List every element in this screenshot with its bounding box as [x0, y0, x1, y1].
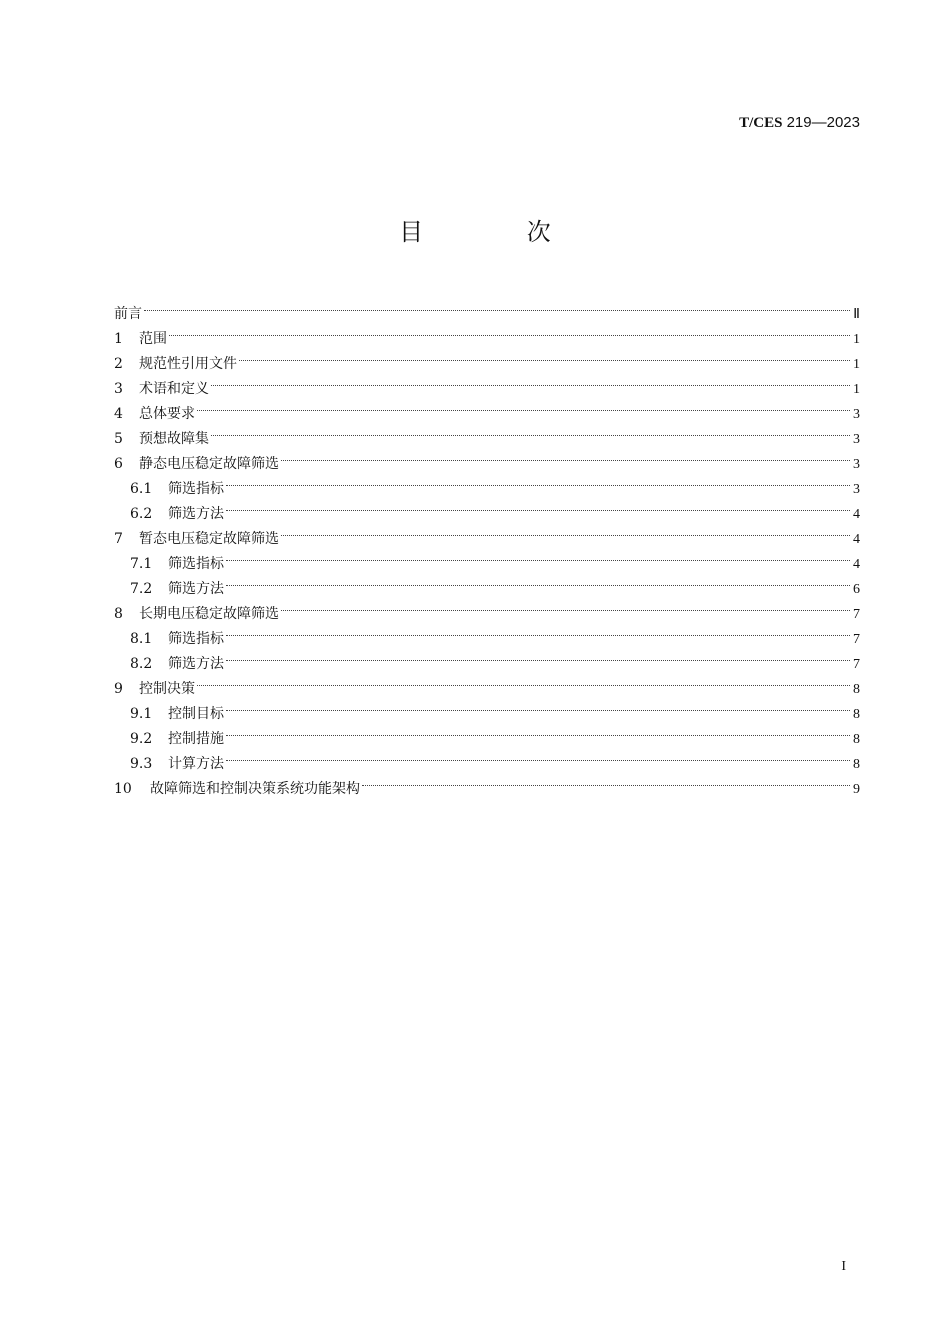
toc-entry-title: 总体要求: [139, 406, 195, 422]
toc-leader-dots: [226, 543, 850, 568]
toc-entry-number: 1: [114, 331, 123, 347]
toc-entry[interactable]: [114, 368, 860, 397]
toc-entry[interactable]: [114, 718, 860, 747]
toc-entry-page: Ⅱ: [853, 307, 860, 322]
toc-entry-page: 6: [853, 582, 860, 597]
toc-entry-number: 9.2: [130, 731, 153, 747]
toc-leader-dots: [197, 393, 850, 418]
toc-leader-dots: [281, 443, 850, 468]
toc-entry[interactable]: [114, 693, 860, 722]
toc-entry-page: 8: [853, 682, 860, 697]
toc-title: 目 次: [399, 218, 599, 246]
toc-entry-title: 故障筛选和控制决策系统功能架构: [150, 781, 360, 797]
toc-leader-dots: [226, 468, 850, 493]
toc-leader-dots: [226, 693, 850, 718]
toc-entry-page: 4: [853, 557, 860, 572]
toc-entry-page: 9: [853, 782, 860, 797]
toc-leader-dots: [197, 668, 850, 693]
toc-entry-title: 暂态电压稳定故障筛选: [139, 531, 279, 547]
toc-entry-page: 1: [853, 357, 860, 372]
toc-entry[interactable]: [114, 618, 860, 647]
toc-entry-number: 6: [114, 456, 123, 472]
toc-entry-title: 长期电压稳定故障筛选: [139, 606, 279, 622]
toc-leader-dots: [281, 518, 850, 543]
toc-entry-page: 3: [853, 482, 860, 497]
toc-entry-page: 4: [853, 507, 860, 522]
toc-leader-dots: [226, 568, 850, 593]
toc-entry[interactable]: [114, 443, 860, 472]
toc-leader-dots: [226, 618, 850, 643]
toc-entry[interactable]: [114, 743, 860, 772]
toc-leader-dots: [281, 593, 850, 618]
toc-entry-number: 8: [114, 606, 123, 622]
toc-entry-title: 筛选指标: [168, 481, 224, 497]
toc-entry-title: 控制决策: [139, 681, 195, 697]
toc-leader-dots: [226, 718, 850, 743]
toc-entry-page: 1: [853, 332, 860, 347]
page-number: I: [841, 1259, 846, 1274]
toc-entry-page: 7: [853, 657, 860, 672]
toc-entry[interactable]: [114, 468, 860, 497]
toc-entry-number: 5: [114, 431, 123, 447]
toc-entry[interactable]: [114, 768, 860, 797]
toc-entry-number: 9.3: [130, 756, 153, 772]
toc-entry-number: 9.1: [130, 706, 153, 722]
document-code-prefix: T/CES: [739, 115, 783, 131]
toc-entry-number: 10: [114, 781, 132, 797]
toc-leader-dots: [226, 743, 850, 768]
toc-entry-number: 6.1: [130, 481, 153, 497]
toc-entry[interactable]: [114, 293, 860, 322]
document-code: [739, 114, 860, 132]
toc-entry-page: 1: [853, 382, 860, 397]
toc-entry-number: 2: [114, 356, 123, 372]
toc-entry-number: 3: [114, 381, 123, 397]
toc-entry-page: 3: [853, 407, 860, 422]
toc-entry-title: 前言: [114, 306, 142, 322]
toc-entry[interactable]: [114, 418, 860, 447]
toc-entry[interactable]: [114, 668, 860, 697]
toc-entry[interactable]: [114, 393, 860, 422]
toc-entry-page: 8: [853, 757, 860, 772]
toc-entry-title: 控制措施: [168, 731, 224, 747]
toc-entry[interactable]: [114, 318, 860, 347]
toc-entry[interactable]: [114, 568, 860, 597]
toc-entry-title: 筛选指标: [168, 556, 224, 572]
toc-leader-dots: [211, 368, 850, 393]
toc-entry-number: 7: [114, 531, 123, 547]
toc-entry-title: 控制目标: [168, 706, 224, 722]
toc-entry[interactable]: [114, 543, 860, 572]
toc-leader-dots: [144, 293, 850, 318]
toc-entry-page: 7: [853, 632, 860, 647]
toc-entry[interactable]: [114, 593, 860, 622]
toc-entry-page: 8: [853, 732, 860, 747]
toc-entry-title: 筛选方法: [168, 581, 224, 597]
toc-leader-dots: [226, 643, 850, 668]
toc-entry[interactable]: [114, 518, 860, 547]
toc-entry-page: 3: [853, 457, 860, 472]
toc-entry[interactable]: [114, 493, 860, 522]
toc-entry-number: 8.2: [130, 656, 153, 672]
toc-entry-title: 规范性引用文件: [139, 356, 237, 372]
toc-leader-dots: [362, 768, 850, 793]
toc-entry-title: 预想故障集: [139, 431, 209, 447]
toc-entry-number: 7.1: [130, 556, 153, 572]
toc-entry-title: 静态电压稳定故障筛选: [139, 456, 279, 472]
toc-entry-number: 4: [114, 406, 123, 422]
toc-entry-page: 3: [853, 432, 860, 447]
toc-entry-title: 范围: [139, 331, 167, 347]
toc-entry-number: 9: [114, 681, 123, 697]
toc-entry-page: 7: [853, 607, 860, 622]
toc-entry-number: 6.2: [130, 506, 153, 522]
toc-entry-title: 筛选方法: [168, 506, 224, 522]
toc-entry-page: 4: [853, 532, 860, 547]
toc-entry-number: 7.2: [130, 581, 153, 597]
toc-leader-dots: [211, 418, 850, 443]
toc-entry-title: 筛选方法: [168, 656, 224, 672]
toc-entry[interactable]: [114, 643, 860, 672]
table-of-contents: [114, 293, 860, 797]
toc-leader-dots: [239, 343, 850, 368]
toc-entry-title: 计算方法: [168, 756, 224, 772]
toc-entry-title: 术语和定义: [139, 381, 209, 397]
toc-leader-dots: [169, 318, 850, 343]
toc-entry-page: 8: [853, 707, 860, 722]
toc-leader-dots: [226, 493, 850, 518]
toc-entry[interactable]: [114, 343, 860, 372]
toc-entry-title: 筛选指标: [168, 631, 224, 647]
document-code-number: 219—2023: [786, 114, 860, 131]
toc-entry-number: 8.1: [130, 631, 153, 647]
